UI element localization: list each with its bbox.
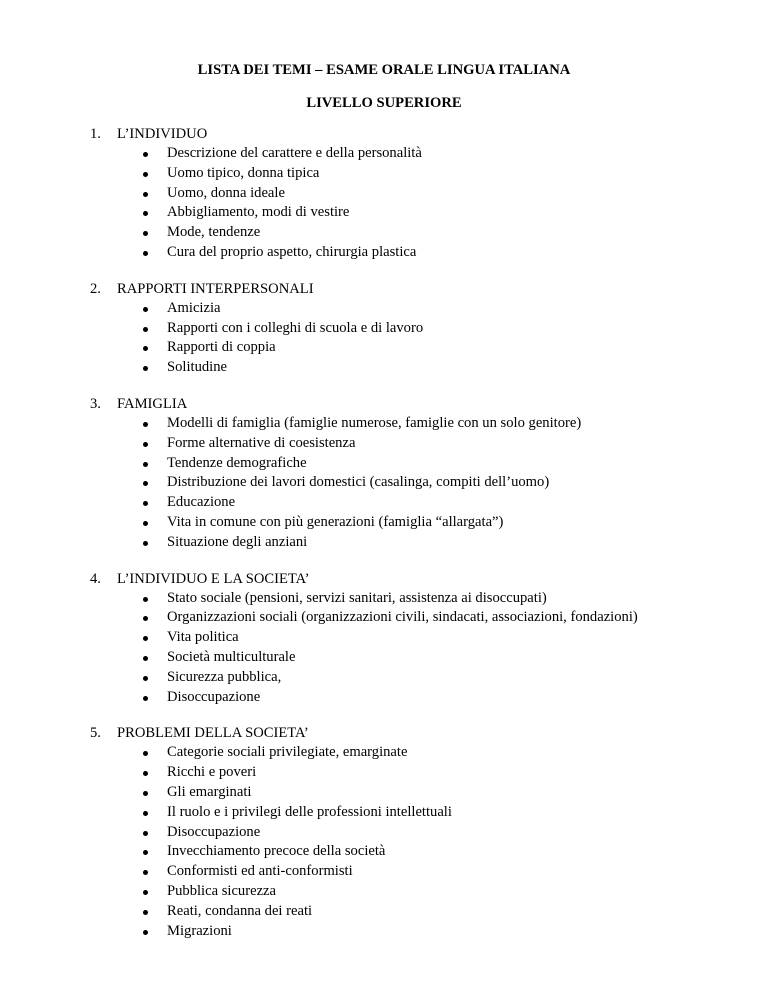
topic-section bbox=[90, 124, 730, 263]
list-item bbox=[90, 533, 730, 553]
section-number: 3. bbox=[90, 395, 101, 412]
bullet-icon bbox=[90, 743, 167, 763]
bullet-list bbox=[90, 414, 730, 553]
section-heading bbox=[90, 279, 730, 299]
bullet-icon bbox=[90, 803, 167, 823]
section-title: PROBLEMI DELLA SOCIETA’ bbox=[117, 725, 309, 742]
section-heading bbox=[90, 569, 730, 589]
list-item-text: Rapporti con i colleghi di scuola e di lavoro bbox=[167, 319, 424, 336]
section-number: 4. bbox=[90, 570, 101, 587]
list-item-text: Amicizia bbox=[167, 299, 221, 316]
topic-section bbox=[90, 279, 730, 378]
bullet-icon bbox=[90, 783, 167, 803]
list-item bbox=[90, 164, 730, 184]
list-item bbox=[90, 902, 730, 922]
list-item-text: Mode, tendenze bbox=[167, 224, 261, 241]
list-item bbox=[90, 803, 730, 823]
list-item bbox=[90, 783, 730, 803]
list-item-text: Abbigliamento, modi di vestire bbox=[167, 204, 350, 221]
topic-section bbox=[90, 394, 730, 553]
list-item-text: Conformisti ed anti-conformisti bbox=[167, 863, 353, 880]
list-item bbox=[90, 668, 730, 688]
section-number: 1. bbox=[90, 126, 101, 142]
list-item bbox=[90, 454, 730, 474]
list-item-text: Educazione bbox=[167, 494, 236, 511]
list-item bbox=[90, 299, 730, 319]
list-item-text: Disoccupazione bbox=[167, 823, 261, 840]
bullet-icon bbox=[90, 164, 167, 184]
list-item-text: Solitudine bbox=[167, 359, 227, 376]
bullet-icon bbox=[90, 513, 167, 533]
bullet-icon bbox=[90, 319, 167, 339]
list-item bbox=[90, 648, 730, 668]
list-item-text: Situazione degli anziani bbox=[167, 533, 308, 550]
bullet-icon bbox=[90, 473, 167, 493]
list-item-text: Sicurezza pubblica, bbox=[167, 668, 282, 685]
list-item bbox=[90, 144, 730, 164]
section-number: 2. bbox=[90, 280, 101, 297]
bullet-icon bbox=[90, 763, 167, 783]
bullet-icon bbox=[90, 203, 167, 223]
bullet-icon bbox=[90, 589, 167, 609]
list-item bbox=[90, 203, 730, 223]
list-item bbox=[90, 358, 730, 378]
list-item-text: Gli emarginati bbox=[167, 783, 252, 800]
list-item bbox=[90, 473, 730, 493]
list-item-text: Migrazioni bbox=[167, 922, 232, 939]
list-item bbox=[90, 922, 730, 942]
bullet-list bbox=[90, 589, 730, 708]
list-item-text: Categorie sociali privilegiate, emarginate bbox=[167, 744, 408, 761]
list-item-text: Vita politica bbox=[167, 629, 239, 646]
bullet-list bbox=[90, 144, 730, 263]
list-item-text: Ricchi e poveri bbox=[167, 764, 257, 781]
bullet-icon bbox=[90, 414, 167, 434]
section-heading bbox=[90, 394, 730, 414]
bullet-icon bbox=[90, 608, 167, 628]
bullet-icon bbox=[90, 338, 167, 358]
list-item bbox=[90, 823, 730, 843]
list-item bbox=[90, 882, 730, 902]
list-item bbox=[90, 608, 730, 628]
list-item bbox=[90, 493, 730, 513]
bullet-list bbox=[90, 743, 730, 941]
bullet-icon bbox=[90, 882, 167, 902]
list-item-text: Stato sociale (pensioni, servizi sanitari, assistenza ai disoccupati) bbox=[167, 589, 547, 606]
bullet-icon bbox=[90, 493, 167, 513]
list-item bbox=[90, 842, 730, 862]
list-item-text: Uomo, donna ideale bbox=[167, 184, 285, 201]
list-item-text: Uomo tipico, donna tipica bbox=[167, 164, 320, 181]
bullet-icon bbox=[90, 842, 167, 862]
list-item-text: Organizzazioni sociali (organizzazioni civili, sindacati, associazioni, fondazioni) bbox=[167, 609, 638, 626]
bullet-icon bbox=[90, 823, 167, 843]
list-item bbox=[90, 184, 730, 204]
list-item bbox=[90, 223, 730, 243]
bullet-icon bbox=[90, 184, 167, 204]
section-title: FAMIGLIA bbox=[117, 395, 188, 412]
bullet-icon bbox=[90, 922, 167, 942]
section-heading bbox=[90, 723, 730, 743]
list-item-text: Reati, condanna dei reati bbox=[167, 902, 313, 919]
list-item bbox=[90, 589, 730, 609]
section-title: L’INDIVIDUO E LA SOCIETA’ bbox=[117, 570, 310, 587]
bullet-icon bbox=[90, 668, 167, 688]
bullet-icon bbox=[90, 434, 167, 454]
topic-sections bbox=[90, 124, 730, 957]
list-item bbox=[90, 743, 730, 763]
section-number: 5. bbox=[90, 725, 101, 742]
list-item-text: Rapporti di coppia bbox=[167, 339, 276, 356]
bullet-icon bbox=[90, 299, 167, 319]
section-heading bbox=[90, 124, 730, 144]
list-item-text: Pubblica sicurezza bbox=[167, 882, 276, 899]
list-item bbox=[90, 513, 730, 533]
list-item-text: Il ruolo e i privilegi delle professioni intellettuali bbox=[167, 803, 452, 820]
list-item-text: Modelli di famiglia (famiglie numerose, famiglie con un solo genitore) bbox=[167, 414, 582, 431]
bullet-icon bbox=[90, 648, 167, 668]
list-item bbox=[90, 434, 730, 454]
document-title: LISTA DEI TEMI – ESAME ORALE LINGUA ITALIANA bbox=[197, 62, 571, 78]
topic-section bbox=[90, 723, 730, 941]
section-title: L’INDIVIDUO bbox=[117, 126, 208, 142]
bullet-icon bbox=[90, 862, 167, 882]
list-item bbox=[90, 688, 730, 708]
list-item bbox=[90, 763, 730, 783]
list-item-text: Vita in comune con più generazioni (famiglia “allargata”) bbox=[167, 513, 504, 530]
bullet-icon bbox=[90, 358, 167, 378]
bullet-icon bbox=[90, 144, 167, 164]
list-item bbox=[90, 243, 730, 263]
list-item bbox=[90, 319, 730, 339]
list-item-text: Forme alternative di coesistenza bbox=[167, 434, 356, 451]
list-item-text: Tendenze demografiche bbox=[167, 454, 307, 471]
list-item-text: Descrizione del carattere e della personalità bbox=[167, 145, 422, 161]
list-item bbox=[90, 338, 730, 358]
bullet-icon bbox=[90, 902, 167, 922]
list-item-text: Società multiculturale bbox=[167, 648, 296, 665]
list-item-text: Invecchiamento precoce della società bbox=[167, 843, 386, 860]
bullet-icon bbox=[90, 454, 167, 474]
list-item-text: Cura del proprio aspetto, chirurgia plastica bbox=[167, 243, 417, 260]
bullet-icon bbox=[90, 223, 167, 243]
bullet-icon bbox=[90, 533, 167, 553]
topic-section bbox=[90, 569, 730, 708]
list-item bbox=[90, 414, 730, 434]
bullet-icon bbox=[90, 688, 167, 708]
section-title: RAPPORTI INTERPERSONALI bbox=[117, 280, 314, 297]
list-item bbox=[90, 628, 730, 648]
list-item bbox=[90, 862, 730, 882]
document-subtitle: LIVELLO SUPERIORE bbox=[306, 95, 462, 111]
list-item-text: Disoccupazione bbox=[167, 688, 261, 705]
list-item-text: Distribuzione dei lavori domestici (casalinga, compiti dell’uomo) bbox=[167, 474, 550, 491]
bullet-list bbox=[90, 299, 730, 378]
bullet-icon bbox=[90, 628, 167, 648]
bullet-icon bbox=[90, 243, 167, 263]
